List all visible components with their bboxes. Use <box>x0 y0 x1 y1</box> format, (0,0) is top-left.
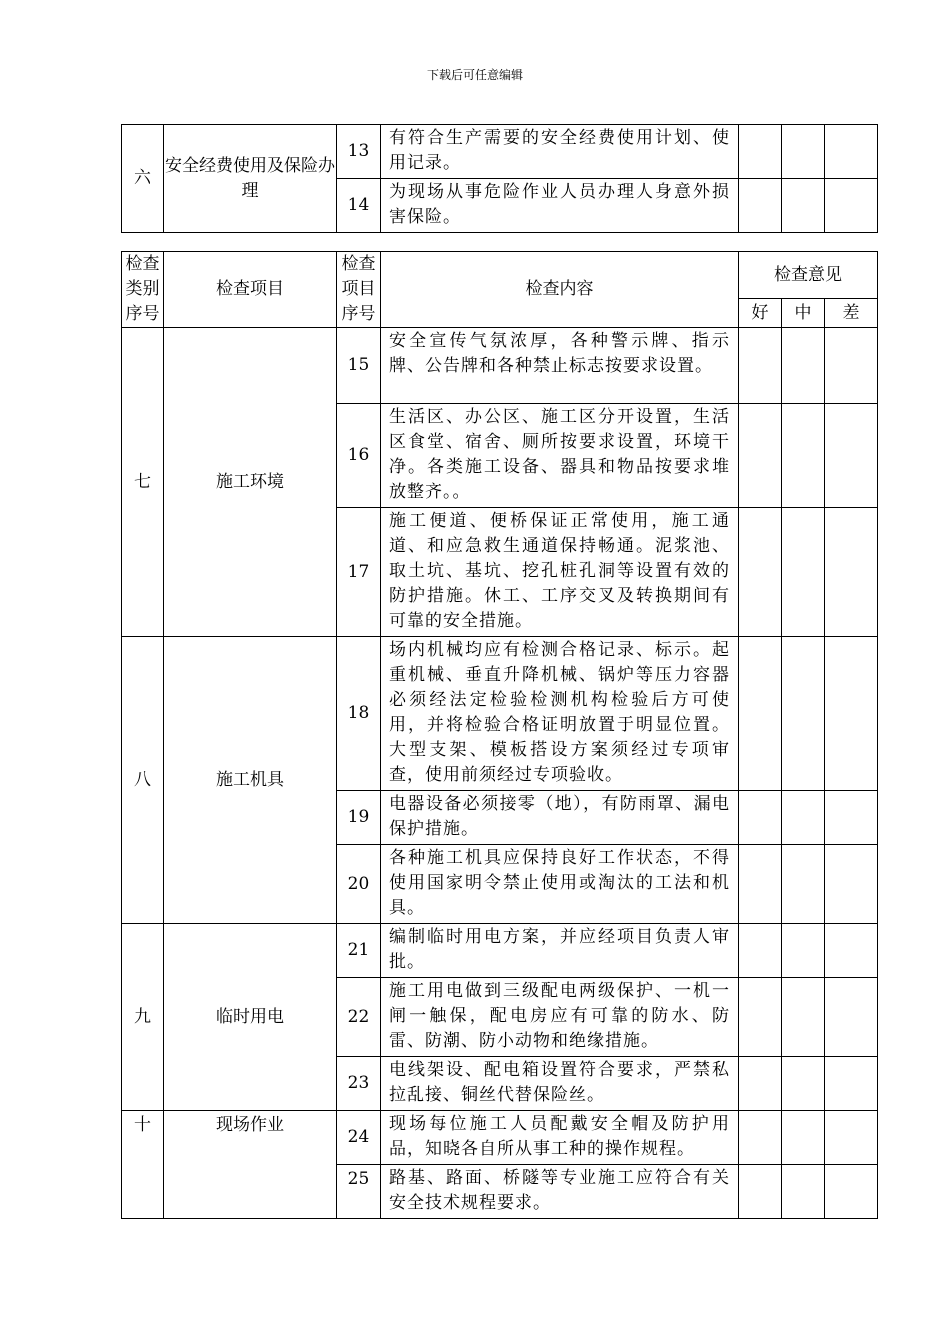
inspection-content-cell: 为现场从事危险作业人员办理人身意外损害保险。 <box>381 179 739 233</box>
inspection-content-cell: 路基、路面、桥隧等专业施工应符合有关安全技术规程要求。 <box>381 1165 739 1219</box>
table-row <box>122 924 878 978</box>
header-inspection-content: 检查内容 <box>381 252 739 328</box>
medium-cell[interactable] <box>782 404 825 508</box>
inspection-content-cell: 电线架设、配电箱设置符合要求，严禁私拉乱接、铜丝代替保险丝。 <box>381 1057 739 1111</box>
item-number-cell: 21 <box>337 924 381 978</box>
header-poor: 差 <box>825 299 878 328</box>
header-medium: 中 <box>782 299 825 328</box>
medium-cell[interactable] <box>782 924 825 978</box>
good-cell[interactable] <box>739 508 782 637</box>
category-name-cell: 现场作业 <box>164 1111 337 1219</box>
poor-cell[interactable] <box>825 1057 878 1111</box>
good-cell[interactable] <box>739 1057 782 1111</box>
category-number-cell: 六 <box>122 125 164 233</box>
poor-cell[interactable] <box>825 508 878 637</box>
header-item-number: 检查项目序号 <box>337 252 381 328</box>
safety-funding-table <box>121 124 878 233</box>
header-good: 好 <box>739 299 782 328</box>
inspection-content-cell: 各种施工机具应保持良好工作状态，不得使用国家明令禁止使用或淘汰的工法和机具。 <box>381 845 739 924</box>
page-header-note: 下载后可任意编辑 <box>426 68 523 82</box>
inspection-content-cell: 施工便道、便桥保证正常使用，施工通道、和应急救生通道保持畅通。泥浆池、取土坑、基坑、挖孔桩孔洞等设置有效的防护措施。休工、工序交叉及转换期间有可靠的安全措施。 <box>381 508 739 637</box>
medium-cell[interactable] <box>782 791 825 845</box>
inspection-content-cell: 现场每位施工人员配戴安全帽及防护用品，知晓各自所从事工种的操作规程。 <box>381 1111 739 1165</box>
poor-cell[interactable] <box>825 978 878 1057</box>
poor-cell[interactable] <box>825 179 878 233</box>
medium-cell[interactable] <box>782 508 825 637</box>
item-number-cell: 22 <box>337 978 381 1057</box>
inspection-content-cell: 安全宣传气氛浓厚，各种警示牌、指示牌、公告牌和各种禁止标志按要求设置。 <box>381 328 739 404</box>
inspection-content-cell: 编制临时用电方案，并应经项目负责人审批。 <box>381 924 739 978</box>
item-number-cell: 18 <box>337 637 381 791</box>
poor-cell[interactable] <box>825 791 878 845</box>
item-number-cell: 17 <box>337 508 381 637</box>
table-row <box>122 125 878 179</box>
category-name-cell: 安全经费使用及保险办理 <box>164 125 337 233</box>
poor-cell[interactable] <box>825 404 878 508</box>
table-row <box>122 1111 878 1165</box>
category-name-cell: 施工机具 <box>164 637 337 924</box>
poor-cell[interactable] <box>825 125 878 179</box>
poor-cell[interactable] <box>825 637 878 791</box>
item-number-cell: 20 <box>337 845 381 924</box>
inspection-content-cell: 有符合生产需要的安全经费使用计划、使用记录。 <box>381 125 739 179</box>
medium-cell[interactable] <box>782 1057 825 1111</box>
table-row <box>122 328 878 404</box>
header-category-number: 检查类别序号 <box>122 252 164 328</box>
category-number-cell: 七 <box>122 328 164 637</box>
poor-cell[interactable] <box>825 845 878 924</box>
category-name-cell: 施工环境 <box>164 328 337 637</box>
good-cell[interactable] <box>739 637 782 791</box>
item-number-cell: 16 <box>337 404 381 508</box>
item-number-cell: 25 <box>337 1165 381 1219</box>
good-cell[interactable] <box>739 404 782 508</box>
inspection-content-cell: 生活区、办公区、施工区分开设置，生活区食堂、宿舍、厕所按要求设置，环境干净。各类施工设备、器具和物品按要求堆放整齐。。 <box>381 404 739 508</box>
poor-cell[interactable] <box>825 1111 878 1165</box>
item-number-cell: 13 <box>337 125 381 179</box>
good-cell[interactable] <box>739 1111 782 1165</box>
medium-cell[interactable] <box>782 845 825 924</box>
category-number-cell: 九 <box>122 924 164 1111</box>
inspection-content-cell: 场内机械均应有检测合格记录、标示。起重机械、垂直升降机械、锅炉等压力容器必须经法定检验检测机构检验后方可使用，并将检验合格证明放置于明显位置。大型支架、模板搭设方案须经过专项审查，使用前须经过专项验收。 <box>381 637 739 791</box>
good-cell[interactable] <box>739 978 782 1057</box>
good-cell[interactable] <box>739 328 782 404</box>
medium-cell[interactable] <box>782 637 825 791</box>
header-row <box>122 252 878 299</box>
medium-cell[interactable] <box>782 1165 825 1219</box>
good-cell[interactable] <box>739 179 782 233</box>
medium-cell[interactable] <box>782 978 825 1057</box>
item-number-cell: 15 <box>337 328 381 404</box>
inspection-content-cell: 电器设备必须接零（地），有防雨罩、漏电保护措施。 <box>381 791 739 845</box>
medium-cell[interactable] <box>782 328 825 404</box>
good-cell[interactable] <box>739 1165 782 1219</box>
item-number-cell: 14 <box>337 179 381 233</box>
item-number-cell: 23 <box>337 1057 381 1111</box>
poor-cell[interactable] <box>825 924 878 978</box>
good-cell[interactable] <box>739 125 782 179</box>
item-number-cell: 19 <box>337 791 381 845</box>
table-row <box>122 637 878 791</box>
header-inspection-item: 检查项目 <box>164 252 337 328</box>
header-inspection-opinion: 检查意见 <box>739 252 878 299</box>
category-number-cell: 十 <box>122 1111 164 1219</box>
inspection-table <box>121 251 878 1219</box>
medium-cell[interactable] <box>782 125 825 179</box>
good-cell[interactable] <box>739 845 782 924</box>
poor-cell[interactable] <box>825 328 878 404</box>
item-number-cell: 24 <box>337 1111 381 1165</box>
good-cell[interactable] <box>739 924 782 978</box>
good-cell[interactable] <box>739 791 782 845</box>
medium-cell[interactable] <box>782 1111 825 1165</box>
category-name-cell: 临时用电 <box>164 924 337 1111</box>
medium-cell[interactable] <box>782 179 825 233</box>
inspection-content-cell: 施工用电做到三级配电两级保护、一机一闸一触保，配电房应有可靠的防水、防雷、防潮、防小动物和绝缘措施。 <box>381 978 739 1057</box>
poor-cell[interactable] <box>825 1165 878 1219</box>
category-number-cell: 八 <box>122 637 164 924</box>
